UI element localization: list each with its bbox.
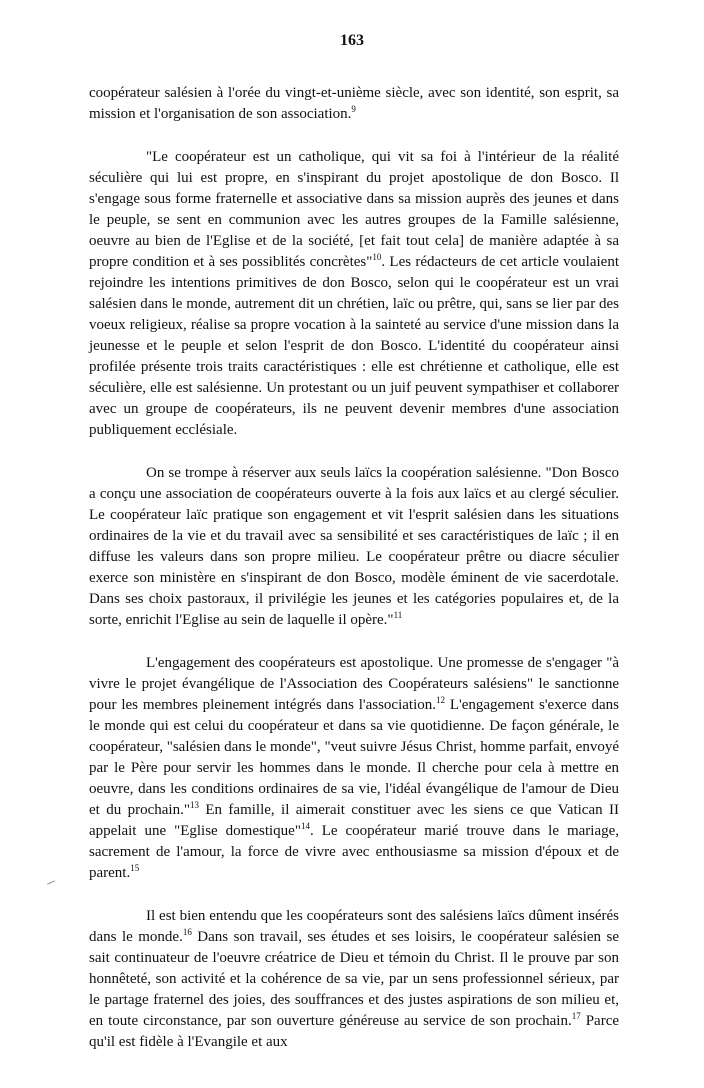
- body-text: [89, 83, 619, 1075]
- paragraph: [89, 463, 619, 631]
- footnote-ref: 11: [393, 610, 403, 620]
- paragraph-text: On se trompe à réserver aux seuls laïcs la coopération salésienne. "Don Bosco a conçu une association de coopérateurs ouverte à la fois aux laïcs et au clergé séculier. Le coopérateur laïc pratique son engagement et vit l'esprit salésien dans les situations ordinaires de la vie et du travail avec sa sensibilité et ses caractéristiques de laïc ; il en diffuse les valeurs dans son propre milieu. Le coopérateur prêtre ou diacre séculier exerce son ministère en s'inspirant de don Bosco, modèle éminent de vie sacerdotale. Dans ses choix pastoraux, il privilégie les jeunes et les catégories populaires et, de la sorte, enrichit l'Eglise au sein de laquelle il opère.": [89, 465, 619, 628]
- footnote-ref: 12: [436, 695, 446, 705]
- paragraph-text: L'engagement des coopérateurs est apostolique. Une promesse de s'engager "à vivre le projet évangélique de l'Association des Coopérateurs salésiens" le sanctionne pour les membres pleinement intégrés dans l'association.: [89, 655, 619, 713]
- paragraph-text: coopérateur salésien à l'orée du vingt-et-unième siècle, avec son identité, son esprit, sa mission et l'organisation de son association.: [89, 85, 619, 122]
- paragraph: [89, 653, 619, 884]
- paragraph-text: Parce qu'il est fidèle à l'Evangile et aux: [89, 1013, 620, 1050]
- footnote-ref: 14: [300, 821, 310, 831]
- paragraph-text: Il est bien entendu que les coopérateurs sont des salésiens laïcs dûment insérés dans le monde.: [89, 908, 619, 945]
- footnote-ref: 13: [189, 800, 199, 810]
- footnote-ref: 16: [182, 927, 192, 937]
- paragraph-text: . Les rédacteurs de cet article voulaient rejoindre les intentions primitives de don Bosco, selon qui le coopérateur est un vrai salésien dans le monde, autrement dit un chrétien, laïc ou prêtre, qui, sans se lier par des voeux religieux, réalise sa propre vocation à la sainteté au service d'une mission dans la jeunesse et le peuple et selon l'esprit de don Bosco. L'identité du coopérateur ainsi profilée présente trois traits caractéristiques : elle est chrétienne et catholique, elle est séculière, elle est salésienne. Un protestant ou un juif peuvent sympathiser et collaborer avec un groupe de coopérateurs, ils ne peuvent devenir membres d'une association publiquement ecclésiale.: [89, 254, 619, 438]
- paragraph-text: En famille, il aimerait constituer avec les siens ce que Vatican II appelait une "Eglise domestique": [89, 802, 619, 839]
- paragraph-text: . Le coopérateur marié trouve dans le mariage, sacrement de l'amour, la force de vivre avec enthousiasme sa mission d'époux et de parent.: [89, 823, 620, 881]
- paragraph: [89, 147, 619, 441]
- footnote-ref: 15: [130, 863, 140, 873]
- page-number: 163: [340, 32, 364, 49]
- paragraph: [89, 83, 619, 125]
- paragraph-text: L'engagement s'exerce dans le monde qui est celui du coopérateur et dans sa vie quotidienne. De façon générale, le coopérateur, "salésien dans le monde", "veut suivre Jésus Christ, homme parfait, envoyé par le Père pour servir les hommes dans le monde. Il cherche pour cela à mettre en oeuvre, dans les conditions ordinaires de sa vie, l'idéal évangélique de l'amour de Dieu et du prochain.": [89, 697, 619, 818]
- footnote-ref: 10: [372, 252, 382, 262]
- footnote-ref: 9: [351, 104, 356, 114]
- paragraph-text: Dans son travail, ses études et ses loisirs, le coopérateur salésien se sait continuateur de l'oeuvre créatrice de Dieu et témoin du Christ. Il le prouve par son honnêteté, son activité et la cohérence de sa vie, par un sens professionnel sérieux, par le partage fraternel des joies, des souffrances et des justes aspirations de son milieu et, en toute circonstance, par son ouverture généreuse au service de son prochain.: [89, 929, 619, 1029]
- footnote-ref: 17: [571, 1011, 581, 1021]
- paragraph-text: "Le coopérateur est un catholique, qui vit sa foi à l'intérieur de la réalité séculière qui lui est propre, en s'inspirant du projet apostolique de don Bosco. Il s'engage sous forme fraternelle et associative dans sa mission auprès des jeunes et dans le peuple, se sent en communion avec les autres groupes de la Famille salésienne, oeuvre au bien de l'Eglise et de la société, [et fait tout cela] de manière adaptée à sa propre condition et à ses possiblités concrètes": [89, 149, 619, 270]
- margin-pencil-mark: [47, 880, 55, 884]
- paragraph: [89, 906, 619, 1053]
